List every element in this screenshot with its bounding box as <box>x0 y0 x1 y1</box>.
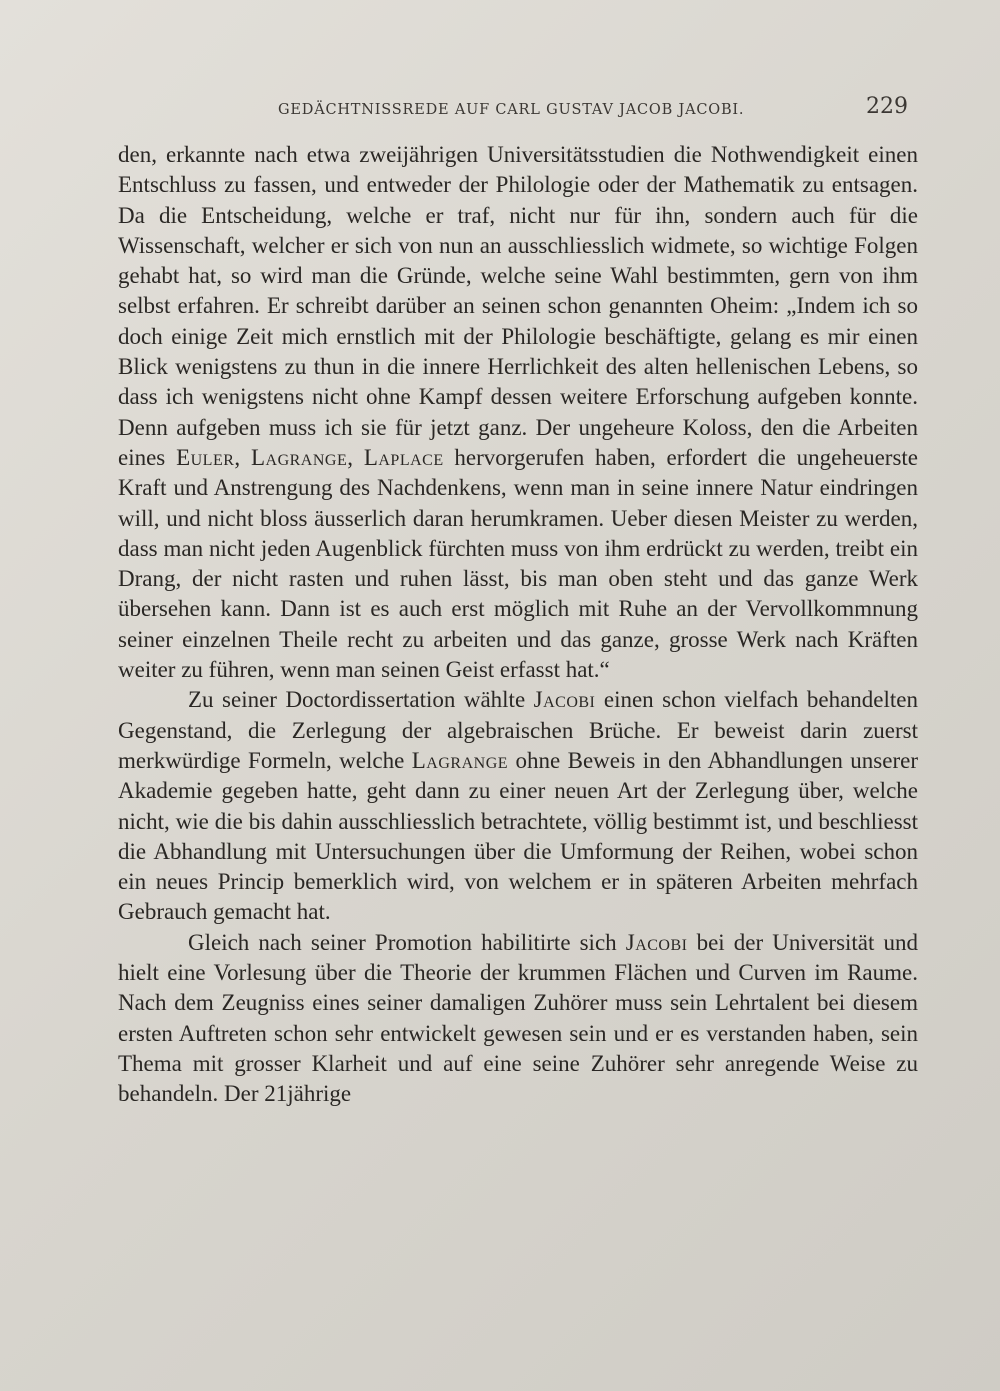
page-header <box>118 88 918 128</box>
name-smallcaps: Laplace <box>363 444 444 470</box>
text-run: ohne Beweis in den Abhandlungen unserer Akademie gegeben hatte, geht dann zu einer neuen Art der Zerlegung über, welche nicht, wie die bis dahin ausschliesslich betrachtete, völlig bestimmt ist, und beschliesst die Abhandlung mit Untersuchungen über die Umformung der Reihen, wobei schon ein neues Princip bemerklich wird, von welchem er in späteren Arbeiten mehrfach Gebrauch gemacht hat. <box>118 747 918 925</box>
paragraph <box>118 685 918 927</box>
text-run: Gleich nach seiner Promotion habilitirte sich <box>188 929 626 955</box>
running-title: GEDÄCHTNISSREDE AUF CARL GUSTAV JACOB JACOBI. <box>278 102 745 118</box>
body-text <box>118 140 918 1110</box>
text-run: , <box>347 444 364 470</box>
paragraph <box>118 928 918 1110</box>
text-run: bei der Universität und hielt eine Vorlesung über die Theorie der krummen Flächen und Curven im Raume. Nach dem Zeugniss eines seiner damaligen Zuhörer muss sein Lehrtalent bei diesem ersten Auftreten schon sehr entwickelt gewesen sein und er es verstanden haben, sein Thema mit grosser Klarheit und auf eine seine Zuhörer sehr anregende Weise zu behandeln. Der 21jährige <box>118 929 918 1107</box>
text-run: hervorgerufen haben, erfordert die ungeheuerste Kraft und Anstrengung des Nachdenkens, wenn man in seine innere Natur eindringen will, und nicht bloss äusserlich daran herumkramen. Ueber diesen Meister zu werden, dass man nicht jeden Augenblick fürchten muss von ihm erdrückt zu werden, treibt ein Drang, der nicht rasten und ruhen lässt, bis man oben steht und das ganze Werk übersehen kann. Dann ist es auch erst möglich mit Ruhe an der Vervollkommnung seiner einzelnen Theile recht zu arbeiten und das ganze, grosse Werk nach Kräften weiter zu führen, wenn man seinen Geist erfasst hat.“ <box>118 444 919 683</box>
name-smallcaps: Lagrange <box>411 747 509 773</box>
text-run: , <box>234 444 251 470</box>
name-smallcaps: Euler <box>176 444 235 470</box>
text-run: den, erkannte nach etwa zweijährigen Universitätsstudien die Nothwendigkeit einen Entschluss zu fassen, und entweder der Philologie oder der Mathematik zu entsagen. Da die Entscheidung, welche er traf, nicht nur für ihn, sondern auch für die Wissenschaft, welcher er sich von nun an ausschliesslich widmete, so wichtige Folgen gehabt hat, so wird man die Gründe, welche seine Wahl bestimmten, gern von ihm selbst erfahren. Er schreibt darüber an seinen schon genannten Oheim: „Indem ich so doch einige Zeit mich ernstlich mit der Philologie beschäftigte, gelang es mir einen Blick wenigstens zu thun in die innere Herrlichkeit des alten hellenischen Lebens, so dass ich wenigstens nicht ohne Kampf dessen weitere Erforschung aufgeben konnte. Denn aufgeben muss ich sie für jetzt ganz. Der ungeheure Koloss, den die Arbeiten eines <box>118 142 918 470</box>
paragraph <box>118 140 918 685</box>
name-smallcaps: Jacobi <box>625 929 688 955</box>
text-run: einen schon vielfach behandelten Gegenstand, die Zerlegung der algebraischen Brüche. Er beweist darin zuerst merkwürdige Formeln, welche <box>118 687 918 773</box>
name-smallcaps: Jacobi <box>533 687 596 713</box>
text-run: Zu seiner Doctordissertation wählte <box>188 687 534 713</box>
page-number: 229 <box>866 94 908 119</box>
name-smallcaps: Lagrange <box>250 444 348 470</box>
